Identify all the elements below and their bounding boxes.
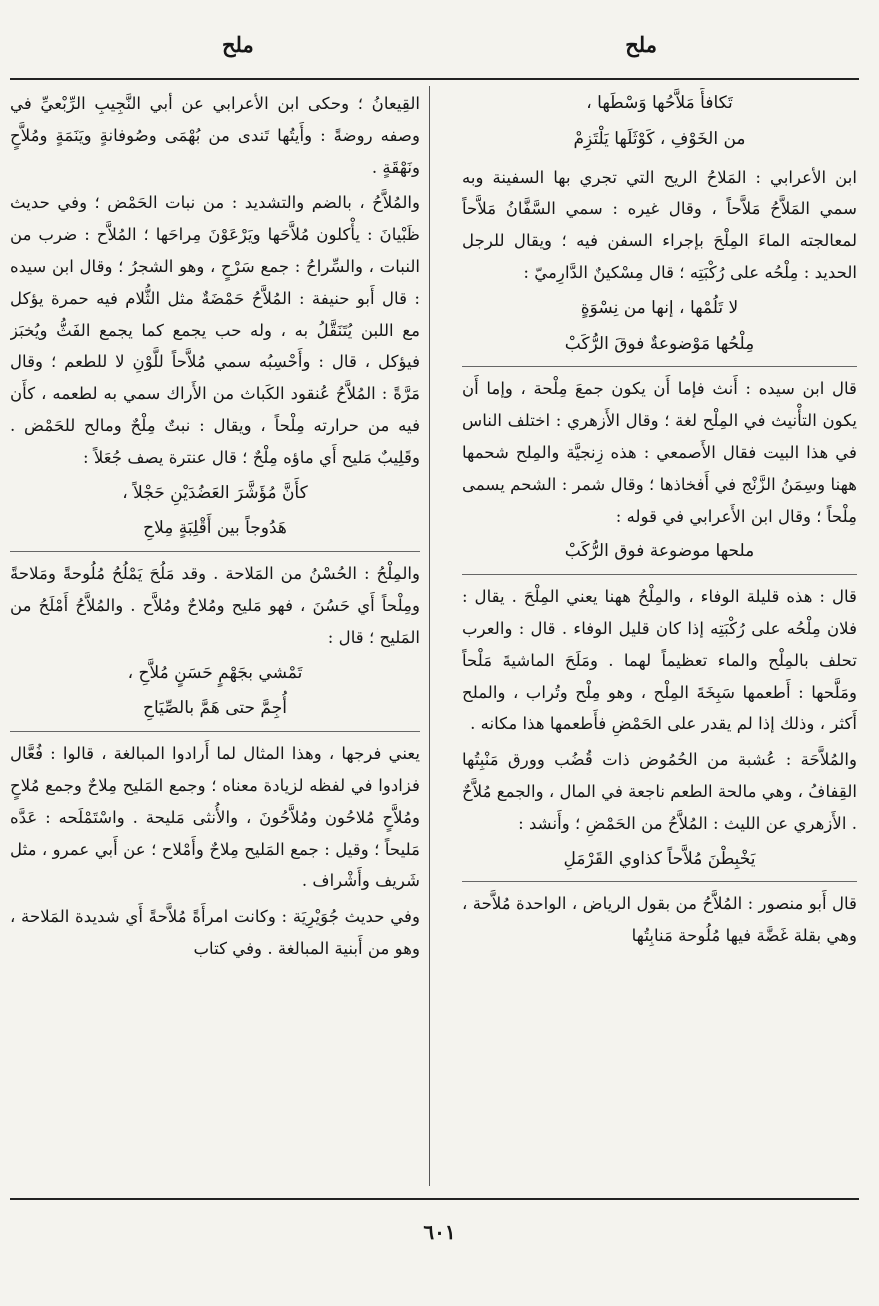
paragraph: يعني فرجها ، وهذا المثال لما أَرادوا المبالغة ، قالوا : فُعَّال فزادوا في لفظه لزيادة معناه ؛ وجمع المَليح مِلاحٌ وجمع مُلاحٍ ومُلاَّحٍ مُلاحُون ومُلاَّحُونَ ، والأُنثى مَليحة . واسْتَمْلَحه : عَدَّه مَليحاً ؛ وقيل : جمع المَليح مِلاحٌ وأَمْلاح ؛ عن أَبي عمرو ، مثل شَريف وأَشْراف . [10,744,420,891]
paragraph: قال : هذه قليلة الوفاء ، والمِلْحُ ههنا يعني المِلْحَ . يقال : فلان مِلْحُه على رُكْبَتِه إذا كان قليل الوفاء . قال : والعرب تحلف بالمِلْح والماء تعظيماً لهما . ومَلَحَ الماشيةَ مَلْحاً ومَلَّحها : أَطعمها سَبِخَةَ المِلْح ، وهو مِلْح وتُراب ، والملح أَكثر ، وذلك إذا لم يقدر على الحَمْضِ فأَطعمها هذا مكانه . [462,587,857,734]
verse-line: من الخَوْفِ ، كَوْثَلَها يَلْتَزِمْ [573,128,746,149]
paragraph: القِيعانُ ؛ وحكى ابن الأعرابي عن أبي النَّجِيبِ الرِّبْعيِّ في وصفه روضةً : وأَيتُها تَندى من بُهْمَى وصُوفانةٍ ويَنَمَةٍ ومُلاَّحٍ ونَهْقَةٍ . [10,94,420,177]
left-column [10,88,420,1194]
verse-line: تَمْشي بجَهْمٍ حَسَنٍ مُلاَّحِ ، [127,662,303,683]
section-rule [10,731,420,732]
verse-line: مِلْحُها مَوْضوعةٌ فوقَ الرُّكَبْ [564,333,755,354]
verse-line: ملحها موضوعة فوق الرُّكَبْ [564,541,755,562]
paragraph: ابن الأعرابي : المَلاحُ الريح التي تجري بها السفينة وبه سمي المَلاَّحُ مَلاَّحاً ، وقال غيره : سمي السَّفَّانُ مَلاَّحاً لمعالجته الماءَ المِلْحَ بإجراء السفن فيه ؛ ويقال للرجل الحديد : مِلْحُه على رُكْبَتِه ؛ قال مِسْكينٌ الدَّارِميّ : [462,167,857,282]
paragraph: قال أَبو منصور : المُلاَّحُ من بقول الرياض ، الواحدة مُلاَّحة ، وهي بقلة غَضَّة فيها مُلُوحة مَنابِتُها [462,894,857,946]
right-column [462,88,857,1194]
section-rule [10,551,420,552]
column-divider [429,86,430,1186]
section-rule [462,366,857,367]
header-left-word: ملح [222,32,254,57]
page-number: ٦٠١ [423,1220,456,1244]
section-rule [462,574,857,575]
paragraph: وفي حديث جُوَيْرِيَة : وكانت امرأَةً مُلاَّحةً أَي شديدة المَلاحة ، وهو من أَبنية المبالغة . وفي كتاب [10,907,420,958]
verse-line: تَكافأً مَلاَّحُها وَسْطَها ، [586,93,733,113]
verse-line: يَخْبِطْنَ مُلاَّحاً كذاوي القَرْمَلِ [563,848,756,869]
paragraph: والمُلاَّحُ ، بالضم والتشديد : من نبات الحَمْض ؛ وفي حديث ظَبْيانَ : يأْكلون مُلاَّحَها ويَرْعَوْنَ مِراحَها ؛ المُلاَّح : ضرب من النبات ، والسِّراحُ : جمع سَرْحٍ ، وهو الشجرُ ؛ وقال ابن سيده : قال أَبو حنيفة : المُلاَّحُ حَمْضَةٌ مثل الثُّلام فيه حمرة يؤكل مع اللبن يُتَنَقَّلُ به ، وله حب يجمع كما يجمع الفَثُّ ويُخبَز فيؤكل ، قال : وأَحْسِبُه سمي مُلاَّحاً للَّوْنِ لا للطعم ؛ وقال مَرَّةً : المُلاَّحُ عُنقود الكَباث من الأَراك سمي به لطعمه ، كأَن فيه من حرارته مِلْحاً ، ويقال : نبتٌ مِلْحٌ ومالح للحَمْض . وقَلِيبٌ مَليح أَي ماؤه مِلْحٌ ؛ قال عنترة يصف جُعَلاً : [10,193,420,467]
top-rule [10,78,859,80]
bottom-rule [10,1198,859,1200]
verse-line: أُجِمَّ حتى هَمَّ بالصِّيَاحِ [143,698,287,719]
paragraph: والمِلْحُ : الحُسْنُ من المَلاحة . وقد مَلُحَ يَمْلُحُ مُلُوحةً ومَلاحةً ومِلْحاً أَي حَسُنَ ، فهو مَليح ومُلاحٌ ومُلاَّح . والمُلاَّحُ أَمْلَحُ من المَليح ؛ قال : [10,564,420,647]
verse-line: هَدُوجاً بين أَقْلِبَةٍ مِلاحِ [143,518,287,539]
verse-line: لا تَلُمْها ، إنها من نِسْوَةٍ [580,297,739,318]
section-rule [462,881,857,882]
verse-line: كأَنَّ مُؤَشَّرَ العَضُدَيْنِ حَجْلاً ، [122,482,308,503]
header-right-word: ملح [625,32,657,57]
paragraph: والمُلاَّحَة : عُشبة من الحُمُوض ذات قُضُب وورق مَنْبِتُها القِفافُ ، وهي مالحة الطعم ناجعة في المال ، والجمع مُلاَّحٌ . الأَزهري عن الليث : المُلاَّحُ من الحَمْضِ ؛ وأَنشد : [462,750,857,833]
paragraph: قال ابن سيده : أَنث فإما أَن يكون جمعَ مِلْحة ، وإما أَن يكون التأْنيث في المِلْح لغة ؛ وقال الأَزهري : اختلف الناس في هذا البيت فقال الأَصمعي : هذه زِنجيَّة والمِلح شحمها ههنا وسِمَنُ الزَّنْج في أَفخاذها ؛ وقال شمر : الشحم يسمى مِلْحاً ؛ وقال ابن الأَعرابي في قوله : [462,379,857,526]
